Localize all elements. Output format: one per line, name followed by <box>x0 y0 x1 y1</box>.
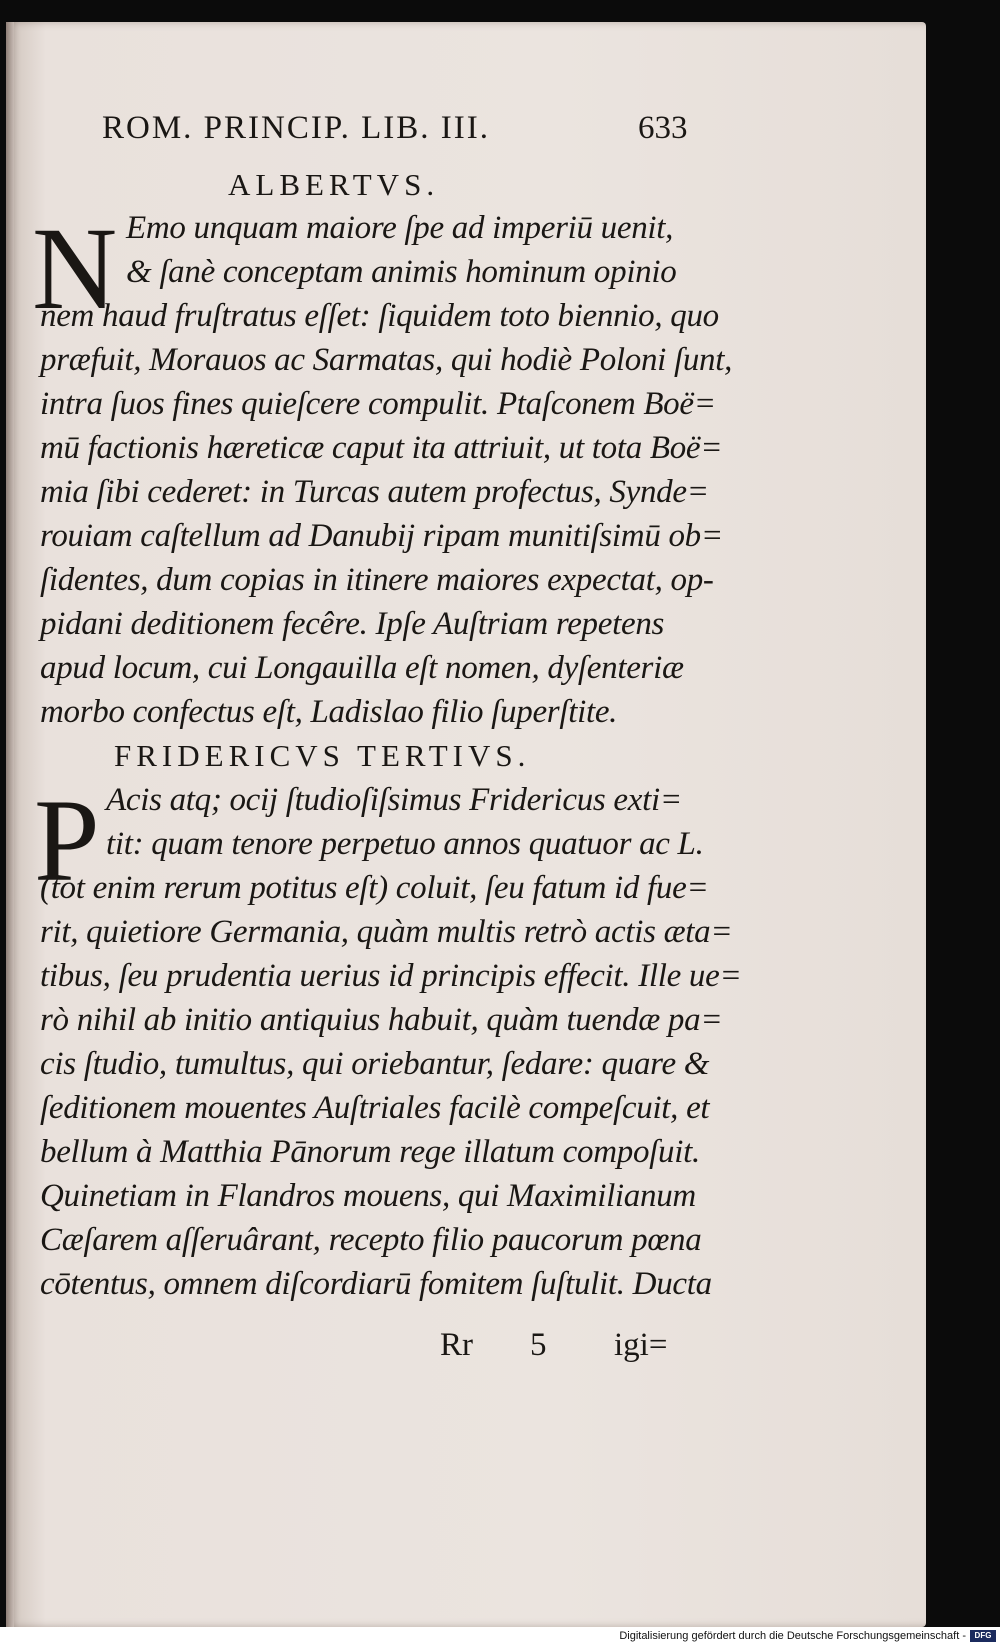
drop-cap-n: N <box>32 203 118 334</box>
text-line: Emo unquam maiore ſpe ad imperiū uenit, <box>126 210 674 246</box>
page-gutter-edge <box>6 22 14 1627</box>
dfg-logo-icon: DFG <box>970 1630 996 1642</box>
text-line: mū factionis hæreticæ caput ita attriuit, ut tota Boë= <box>40 430 723 466</box>
book-page <box>6 22 926 1627</box>
page-number: 633 <box>638 110 688 146</box>
text-line: ſidentes, dum copias in itinere maiores expectat, op- <box>40 562 714 598</box>
footer-credit-text: Digitalisierung gefördert durch die Deutsche Forschungsgemeinschaft - <box>619 1630 966 1642</box>
text-line: apud locum, cui Longauilla eſt nomen, dyſenteriæ <box>40 650 684 686</box>
text-line: (tot enim rerum potitus eſt) coluit, ſeu fatum id fue= <box>40 870 709 906</box>
text-line: nem haud fruſtratus eſſet: ſiquidem toto biennio, quo <box>40 298 719 334</box>
text-line: pidani deditionem fecêre. Ipſe Auſtriam repetens <box>40 606 665 642</box>
drop-cap-p: P <box>34 775 100 906</box>
text-line: tibus, ſeu prudentia uerius id principis effecit. Ille ue= <box>40 958 742 994</box>
section-heading-albertus: ALBERTVS. <box>228 167 440 202</box>
text-line: cōtentus, omnem diſcordiarū fomitem ſuſtulit. Ducta <box>40 1266 712 1302</box>
text-line: tit: quam tenore perpetuo annos quatuor ac L. <box>106 826 704 862</box>
section-heading-fridericus: FRIDERICVS TERTIVS. <box>114 738 531 773</box>
text-line: morbo confectus eſt, Ladislao filio ſuperſtite. <box>40 694 618 730</box>
text-line: intra ſuos fines quieſcere compulit. Ptaſconem Boë= <box>40 386 716 422</box>
signature-mark: Rr <box>440 1327 473 1363</box>
text-line: Acis atq; ocij ſtudioſiſsimus Fridericus exti= <box>106 782 682 818</box>
text-line: rò nihil ab initio antiquius habuit, quàm tuendæ pa= <box>40 1002 723 1038</box>
text-line: rit, quietiore Germania, quàm multis retrò actis æta= <box>40 914 733 950</box>
digitization-footer <box>0 1627 1000 1645</box>
text-line: Cæſarem aſſeruârant, recepto filio paucorum pœna <box>40 1222 702 1258</box>
text-line: rouiam caſtellum ad Danubij ripam munitiſsimū ob= <box>40 518 723 554</box>
text-line: cis ſtudio, tumultus, qui oriebantur, ſedare: quare & <box>40 1046 710 1082</box>
text-line: ſeditionem mouentes Auſtriales facilè compeſcuit, et <box>40 1090 710 1126</box>
catchword: igi= <box>614 1327 668 1363</box>
text-line: Quinetiam in Flandros mouens, qui Maximilianum <box>40 1178 696 1214</box>
text-line: præfuit, Morauos ac Sarmatas, qui hodiè Poloni ſunt, <box>40 342 733 378</box>
text-line: & ſanè conceptam animis hominum opinio <box>126 254 677 290</box>
text-line: mia ſibi cederet: in Turcas autem profectus, Synde= <box>40 474 709 510</box>
text-line: bellum à Matthia Pānorum rege illatum compoſuit. <box>40 1134 700 1170</box>
signature-number: 5 <box>530 1327 547 1363</box>
running-head: ROM. PRINCIP. LIB. III. <box>102 110 490 146</box>
